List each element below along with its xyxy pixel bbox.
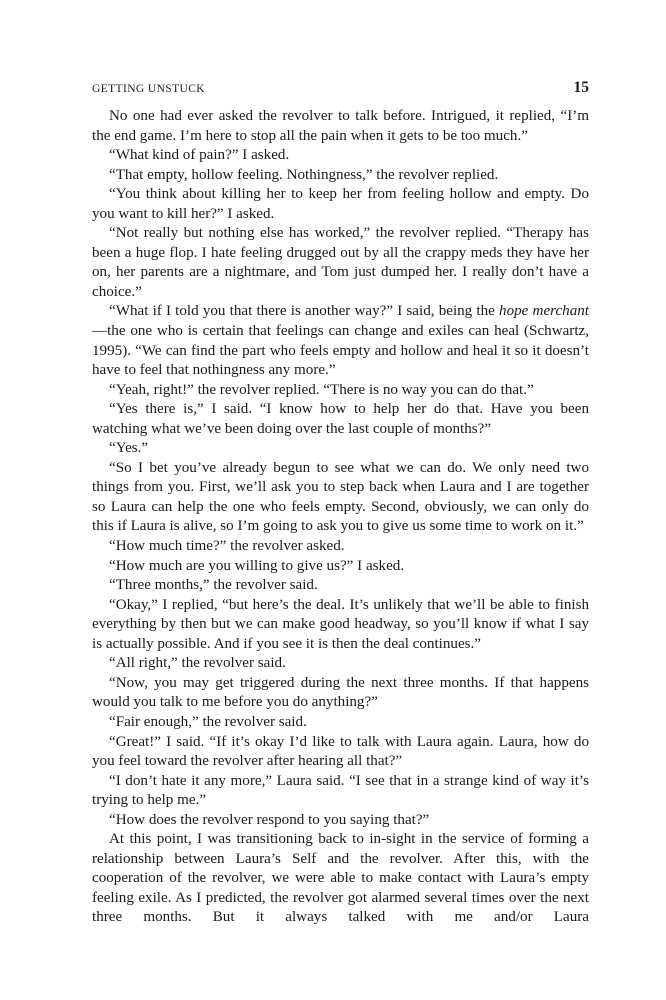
paragraph-text: —the one who is certain that feelings can change and exiles can heal (Schwartz, 1995). “We can find the part who feels empty and hollow and heal it so it doesn’t have to feel that nothingness any more.” <box>92 323 589 379</box>
paragraph: “Three months,” the revolver said. <box>109 577 318 594</box>
paragraph: At this point, I was transitioning back to in-sight in the service of forming a relationship between Laura’s Self and the revolver. After this, with the cooperation of the revolver, we were able to make contact with Laura’s empty feeling exile. As I predicted, the revolver got alarmed several times over the next three months. But it always talked with me and/or Laura <box>92 831 589 926</box>
paragraph: “Not really but nothing else has worked,” the revolver replied. “Therapy has been a huge flop. I hate feeling drugged out by all the crappy meds they have her on, her parents are a nightmare, and Tom just dumped her. I really don’t have a choice.” <box>92 225 589 300</box>
paragraph-text: “What if I told you that there is another way?” I said, being the <box>109 303 500 320</box>
emphasis-text: hope merchant <box>499 303 589 320</box>
paragraph: “All right,” the revolver said. <box>109 655 286 672</box>
page-number: 15 <box>573 79 589 96</box>
chapter-title: GETTING UNSTUCK <box>92 83 206 95</box>
paragraph: “How does the revolver respond to you saying that?” <box>109 811 430 828</box>
paragraph: “How much time?” the revolver asked. <box>109 538 345 555</box>
paragraph: “You think about killing her to keep her from feeling hollow and empty. Do you want to kill her?” I asked. <box>92 186 589 222</box>
paragraph: “Yeah, right!” the revolver replied. “There is no way you can do that.” <box>109 381 534 398</box>
paragraph: “What kind of pain?” I asked. <box>109 147 290 164</box>
paragraph: “Yes.” <box>109 440 149 457</box>
running-head <box>92 79 589 97</box>
body-text <box>92 107 589 928</box>
paragraph: “Now, you may get triggered during the next three months. If that happens would you talk to me before you do anything?” <box>92 674 589 711</box>
paragraph: “I don’t hate it any more,” Laura said. “I see that in a strange kind of way it’s trying to help me.” <box>92 772 589 809</box>
paragraph: “Okay,” I replied, “but here’s the deal. It’s unlikely that we’ll be able to finish everything by then but we can make good headway, so you’ll know if what I say is actually possible. And if you see it is then the deal continues.” <box>92 596 589 652</box>
paragraph: “Fair enough,” the revolver said. <box>109 713 307 730</box>
paragraph: “That empty, hollow feeling. Nothingness,” the revolver replied. <box>109 166 499 183</box>
paragraph: “So I bet you’ve already begun to see what we can do. We only need two things from you. First, we’ll ask you to step back when Laura and I are together so Laura can help the one who feels empty. Second, obviously, we can only do this if Laura is alive, so I’m going to ask you to give us some time to work on it.” <box>92 459 589 535</box>
paragraph <box>92 302 589 380</box>
paragraph: No one had ever asked the revolver to talk before. Intrigued, it replied, “I’m the end game. I’m here to stop all the pain when it gets to be too much.” <box>92 108 589 144</box>
paragraph: “How much are you willing to give us?” I asked. <box>109 557 405 574</box>
paragraph: “Yes there is,” I said. “I know how to help her do that. Have you been watching what we’ve been doing over the last couple of months?” <box>92 401 589 437</box>
paragraph: “Great!” I said. “If it’s okay I’d like to talk with Laura again. Laura, how do you feel toward the revolver after hearing all that?” <box>92 733 589 770</box>
